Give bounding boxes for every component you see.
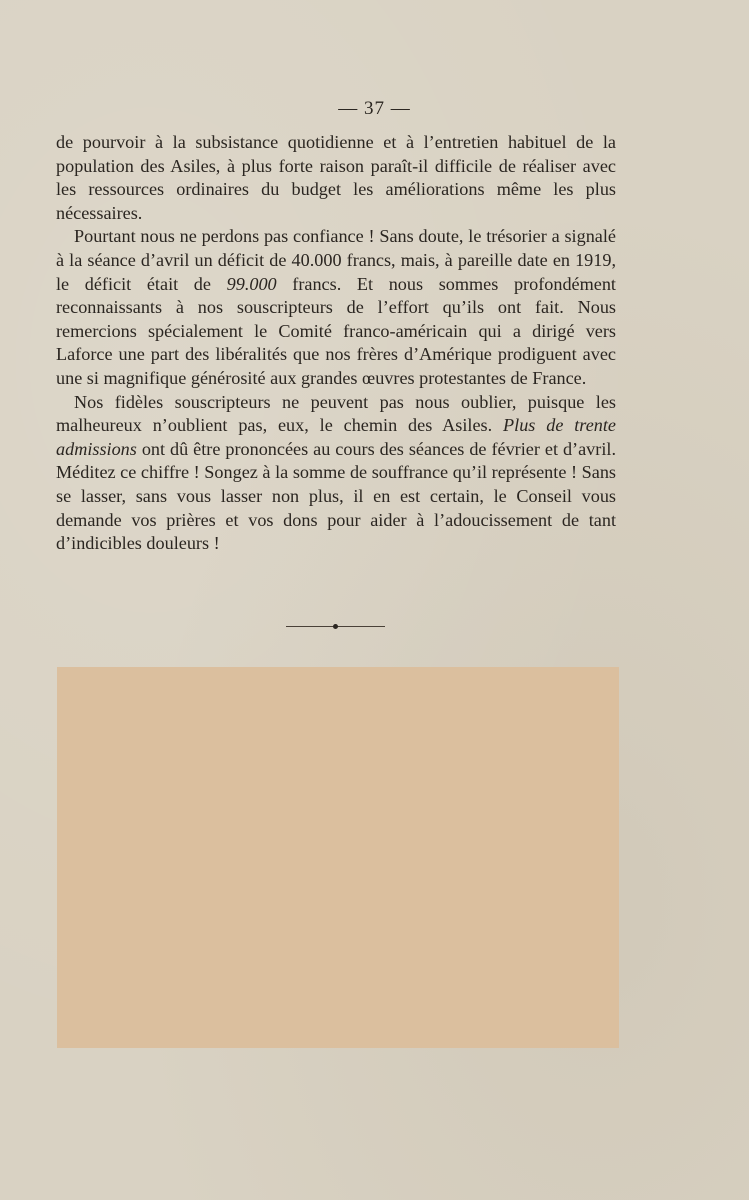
paragraph-2-text: Pourtant nous ne perdons pas confiance ! Sans doute, le trésorier a signalé à la séance d’avril un déficit de 40.000 francs, mais, à pareille date en 1919, le déficit était de [56,226,616,294]
paragraph-2-tail: francs. Et nous sommes profondément reconnaissants à nos souscripteurs de l’effort qu’ils ont fait. Nous remercions spécialement le Comité franco-américain qui a dirigé vers Laforce une part des libéralités que nos frères d’Amérique prodiguent avec une si magnifique générosité aux grandes œuvres protestantes de France. [56,273,616,388]
paragraph-3 [56,391,616,556]
paragraph-1: de pourvoir à la subsistance quotidienne et à l’entretien habituel de la population des Asiles, à plus forte raison paraît-il difficile de réaliser avec les ressources ordinaires du budget les améliorations même les plus nécessaires. [56,132,616,223]
body-text [56,131,616,556]
deficit-1919-amount: 99.000 [226,273,277,294]
paragraph-3-text: Nos fidèles souscripteurs ne peuvent pas nous oublier, puisque les malheureux n’oublient pas, eux, le chemin des Asiles. [56,391,616,436]
divider-dot [333,624,338,629]
paragraph-2 [56,225,616,390]
admissions-emphasis: Plus de trente admissions [56,415,617,459]
paragraph-3-tail: ont dû être prononcées au cours des séances de février et d’avril. Méditez ce chiffre ! Songez à la somme de souffrance qu’il représente ! Sans se lasser, sans vous lasser non plus, il en est certain, le Conseil vous demande vos prières et vos dons pour aider à l’adoucissement de tant d’indicibles douleurs ! [56,438,616,554]
section-divider [286,624,385,630]
image-plate-placeholder [57,667,619,1048]
page-number: — 37 — [338,98,411,119]
